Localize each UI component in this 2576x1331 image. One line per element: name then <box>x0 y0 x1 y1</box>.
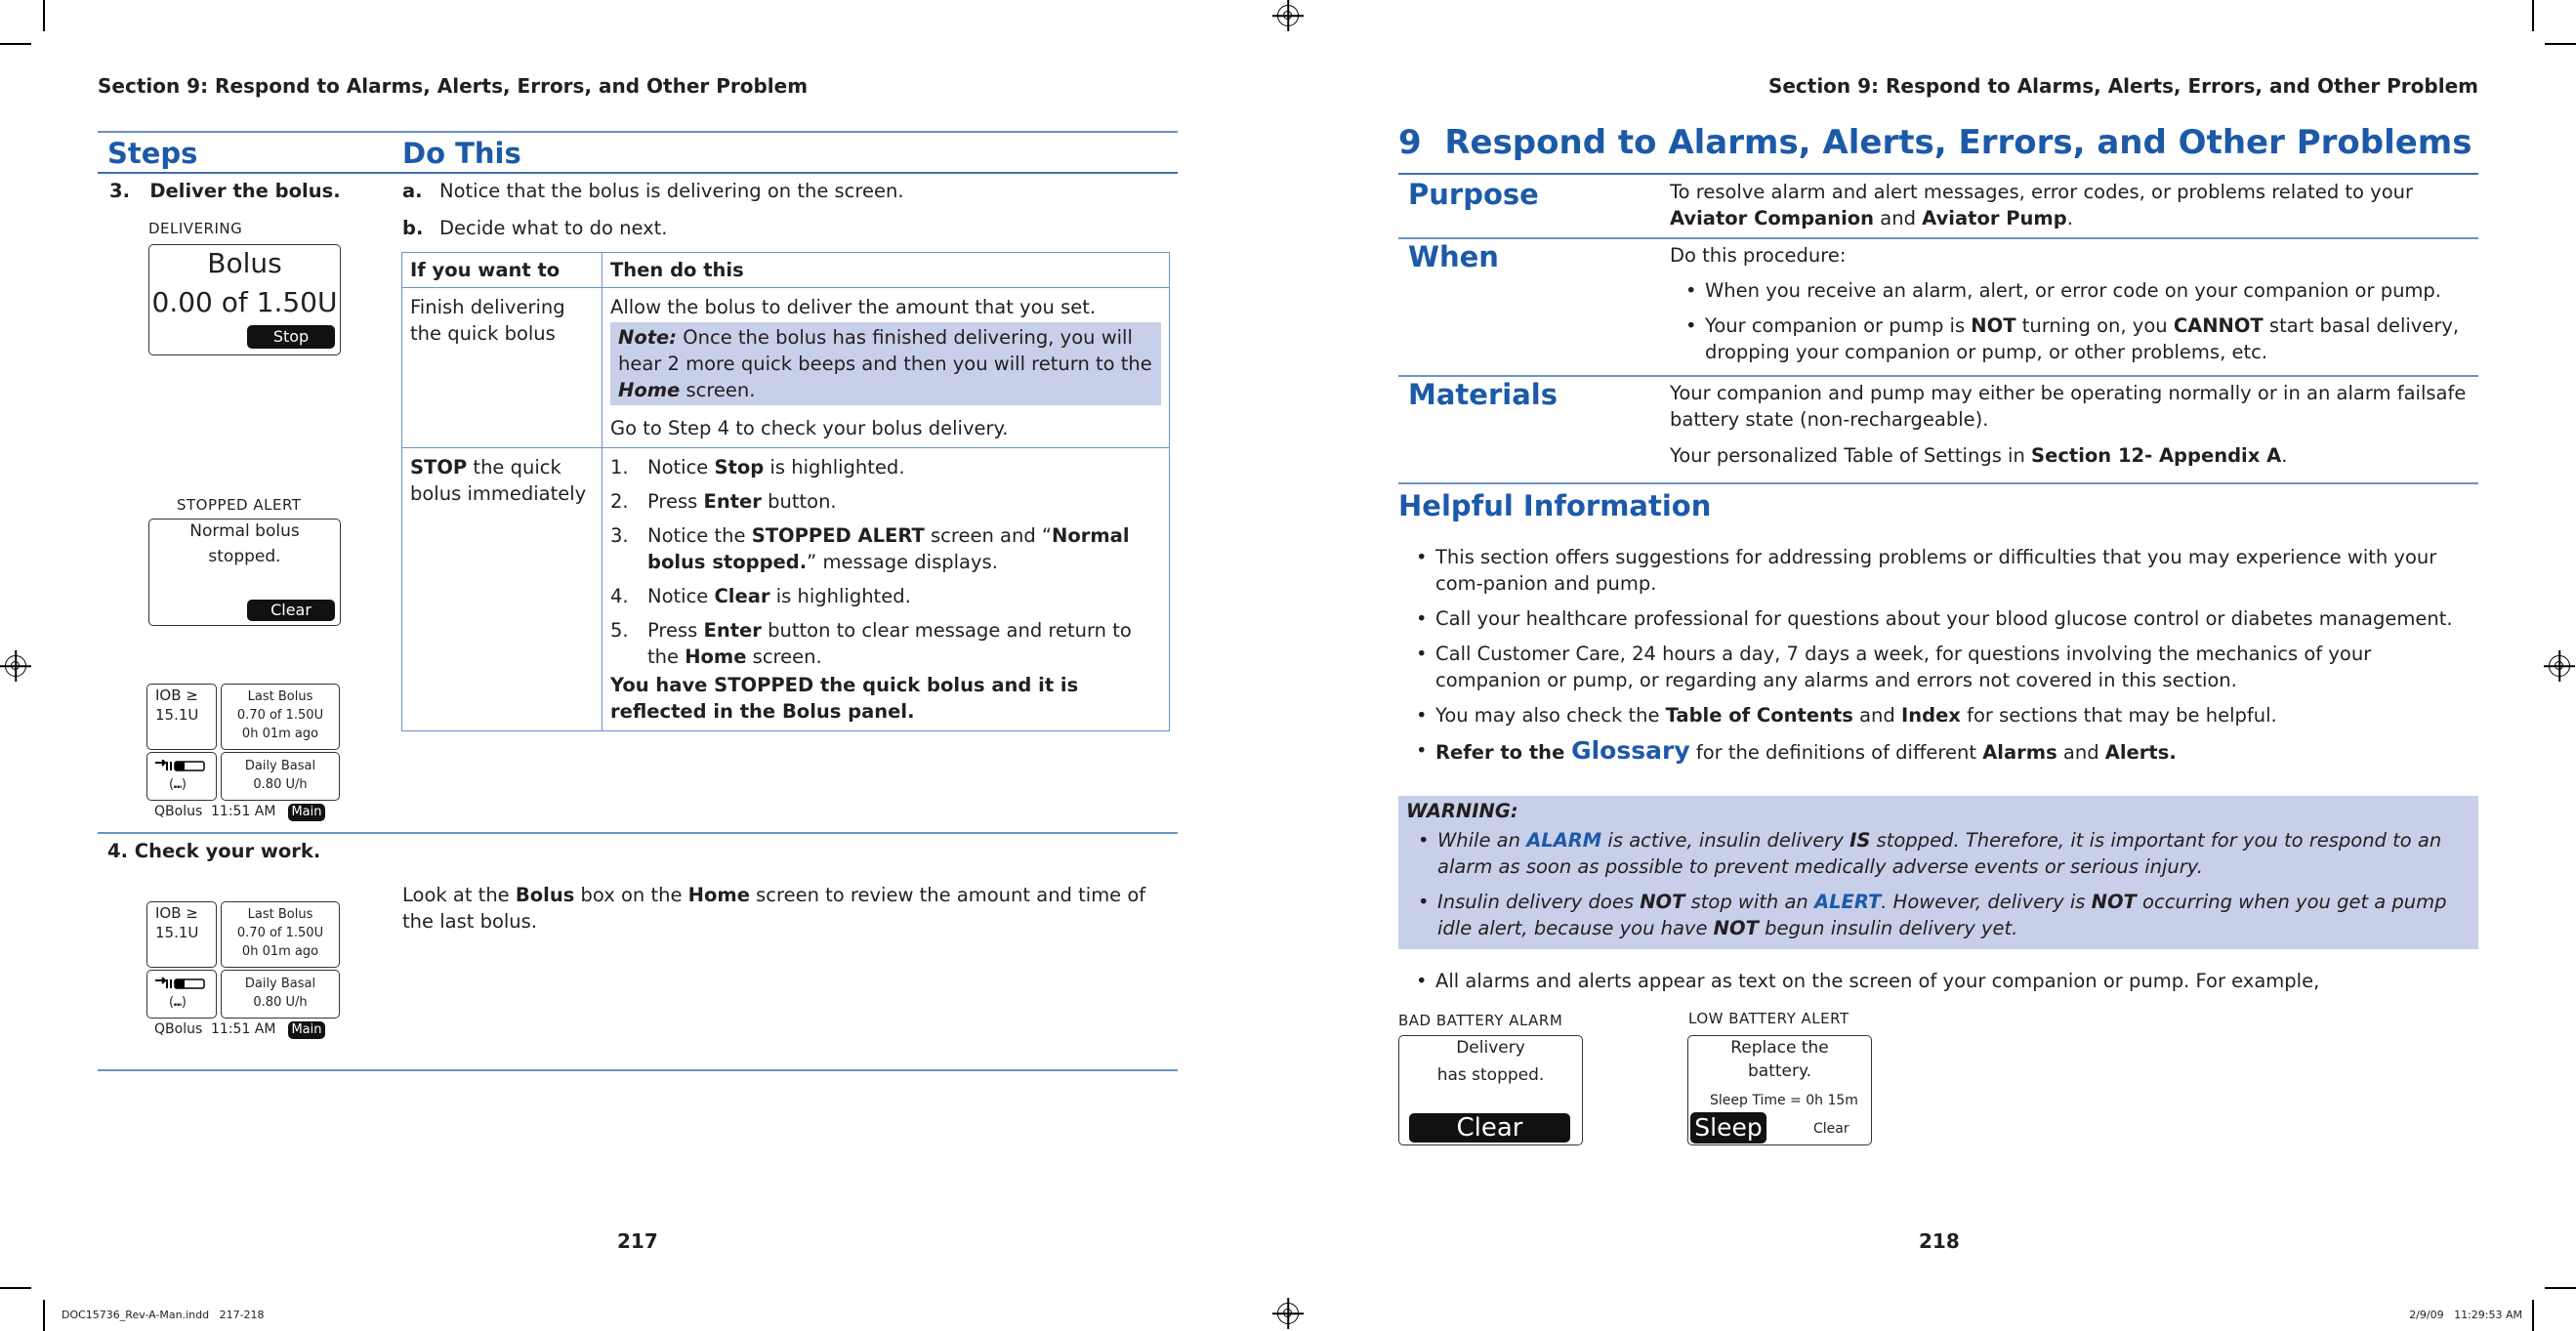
last-bolus-title: Last Bolus <box>247 907 313 922</box>
stopped-line1: Normal bolus <box>189 521 300 541</box>
note-end: screen. <box>680 379 756 401</box>
stopped-alert-label: STOPPED ALERT <box>177 496 302 514</box>
chapter-title: 9 Respond to Alarms, Alerts, Errors, and Other Problems <box>1398 123 2472 162</box>
last-bolus-box <box>221 684 340 750</box>
row2-if-rest: the quick bolus immediately <box>410 456 587 505</box>
warning-box <box>1398 796 2478 949</box>
warning-label: WARNING: <box>1406 800 1518 822</box>
daily-basal-title: Daily Basal <box>244 977 316 991</box>
step4-label: 4. Check your work. <box>107 840 321 862</box>
step3a-text: Notice that the bolus is delivering on the screen. <box>439 180 904 202</box>
last-bolus-amount: 0.70 of 1.50U <box>236 708 324 723</box>
last-bolus-amount: 0.70 of 1.50U <box>236 926 324 940</box>
glossary-link[interactable]: Glossary <box>1571 736 1690 765</box>
stop-button[interactable]: Stop <box>247 325 335 349</box>
iob-label: IOB ≥ <box>155 904 198 922</box>
status-time: 11:51 AM <box>211 804 276 819</box>
list-item: • Your companion or pump is NOT turning on, you CANNOT start basal delivery, dropping your companion or pump, or other problems, etc. <box>1683 312 2475 365</box>
footer-right: 2/9/09 11:29:53 AM <box>2409 1309 2522 1321</box>
running-head-right: Section 9: Respond to Alarms, Alerts, Errors, and Other Problem <box>1767 74 2478 98</box>
status-mode: QBolus <box>154 1021 203 1037</box>
helpful-info-title: Helpful Information <box>1398 489 1712 522</box>
when-rule <box>1398 375 2478 377</box>
last-bolus-time: 0h 01m ago <box>241 944 319 959</box>
step4-text: Look at the Bolus box on the Home screen to review the amount and time of the last bolus. <box>402 884 1146 933</box>
purpose-text: To resolve alarm and alert messages, error codes, or problems related to your Aviator Companion and Aviator Pump. <box>1670 181 2414 229</box>
registration-mark-icon <box>5 655 26 677</box>
home-screen-step4 <box>146 901 342 1040</box>
bad-battery-line1: Delivery <box>1456 1038 1525 1058</box>
sleep-time-text: Sleep Time = 0h 15m <box>1710 1093 1858 1108</box>
examples-list <box>1414 968 2478 994</box>
status-mode: QBolus <box>154 804 203 819</box>
row2-then <box>602 448 1170 731</box>
table-row <box>402 288 1170 448</box>
low-battery-screen <box>1687 1035 1872 1145</box>
iob-value: 15.1U <box>155 924 199 941</box>
registration-mark-icon <box>2549 655 2570 677</box>
list-item: • When you receive an alarm, alert, or error code on your companion or pump. <box>1683 277 2475 304</box>
footer-left: DOC15736_Rev-A-Man.indd 217-218 <box>62 1309 265 1321</box>
antenna-icon: (⑉) <box>169 777 187 792</box>
delivering-screen <box>148 244 341 355</box>
bad-battery-screen <box>1398 1035 1583 1145</box>
when-label: When <box>1408 240 1499 273</box>
title-rule <box>1398 173 2478 175</box>
bad-battery-line2: has stopped. <box>1436 1065 1545 1085</box>
row1-if: Finish delivering the quick bolus <box>402 288 602 448</box>
list-item: 2. Press Enter button. <box>610 490 837 513</box>
list-item: 1. Notice Stop is highlighted. <box>610 456 905 478</box>
step3b-letter: b. <box>402 217 424 239</box>
row1-then-text: Allow the bolus to deliver the amount that you set. <box>610 296 1097 318</box>
table-bottom-rule <box>98 1069 1178 1071</box>
list-item: 3. Notice the STOPPED ALERT screen and “Normal bolus stopped.” message displays. <box>610 524 1130 573</box>
last-bolus-title: Last Bolus <box>247 689 313 704</box>
last-bolus-time: 0h 01m ago <box>241 727 319 741</box>
row2-if-bold: STOP <box>410 456 468 478</box>
low-battery-line2: battery. <box>1747 1061 1812 1081</box>
crop-mark <box>43 0 45 31</box>
crop-mark <box>0 43 31 45</box>
list-item: 4. Notice Clear is highlighted. <box>610 585 911 607</box>
purpose-rule <box>1398 237 2478 239</box>
row1-then <box>602 288 1170 448</box>
stop-steps-list <box>610 454 1161 670</box>
note-home: Home <box>618 379 681 401</box>
row2-result: You have STOPPED the quick bolus and it is reflected in the Bolus panel. <box>610 674 1079 723</box>
col-header-do-this: Do This <box>402 137 521 170</box>
list-item: • Refer to the Glossary for the definitions of different Alarms and Alerts. <box>1414 737 2478 766</box>
registration-mark-icon <box>1277 5 1299 26</box>
when-block <box>1670 242 2475 365</box>
table-header-row <box>402 253 1170 288</box>
note-box <box>610 322 1161 405</box>
iob-label: IOB ≥ <box>155 686 198 704</box>
daily-basal-box <box>221 970 340 1019</box>
crop-mark <box>2532 1300 2534 1331</box>
stopped-line2: stopped. <box>208 547 281 566</box>
when-list <box>1683 277 2475 365</box>
delivering-screen-label: DELIVERING <box>148 220 243 237</box>
note-label: Note: <box>618 326 678 349</box>
header-if: If you want to <box>402 253 602 288</box>
table-top-rule <box>98 131 1178 133</box>
iob-box <box>146 901 217 968</box>
crop-mark <box>2532 0 2534 31</box>
low-battery-label: LOW BATTERY ALERT <box>1688 1010 1849 1027</box>
crop-mark <box>2545 43 2576 45</box>
iob-box <box>146 684 217 750</box>
page-number-right: 218 <box>1919 1229 1960 1253</box>
note-text: Once the bolus has finished delivering, you will hear 2 more quick beeps and then you will return to the <box>618 326 1152 375</box>
step-divider <box>98 832 1178 834</box>
list-item: • Insulin delivery does NOT stop with an ALERT. However, delivery is NOT occurring when you get a pump idle alert, because you have NOT begun insulin delivery yet. <box>1416 889 2461 941</box>
col-header-steps: Steps <box>107 137 198 170</box>
pump-status-box <box>146 752 217 801</box>
materials-label: Materials <box>1408 378 1558 411</box>
bad-battery-label: BAD BATTERY ALARM <box>1398 1012 1563 1029</box>
iob-value: 15.1U <box>155 706 199 724</box>
delivering-line2: 0.00 of 1.50U <box>151 286 338 318</box>
when-intro: Do this procedure: <box>1670 244 1847 267</box>
stopped-alert-screen <box>148 519 341 626</box>
list-item: • This section offers suggestions for addressing problems or difficulties that you may experience with your com-panion and pump. <box>1414 544 2478 597</box>
status-time: 11:51 AM <box>211 1021 276 1037</box>
battery-icon <box>153 977 208 988</box>
running-head-left: Section 9: Respond to Alarms, Alerts, Errors, and Other Problem <box>98 74 809 98</box>
list-item: • All alarms and alerts appear as text on the screen of your companion or pump. For example, <box>1414 968 2478 994</box>
home-screen-step3 <box>146 684 342 822</box>
main-button[interactable]: Main <box>288 1021 325 1039</box>
materials-rule <box>1398 482 2478 484</box>
daily-basal-value: 0.80 U/h <box>253 995 308 1010</box>
crop-mark <box>43 1300 45 1331</box>
materials-p1: Your companion and pump may either be operating normally or in an alarm failsafe battery state (non-rechargeable). <box>1670 382 2467 431</box>
helpful-list <box>1414 544 2478 766</box>
list-item: • Call your healthcare professional for questions about your blood glucose control or diabetes management. <box>1414 605 2478 632</box>
crop-mark <box>2545 1287 2576 1289</box>
clear-button[interactable]: Clear <box>1409 1113 1570 1143</box>
warning-list <box>1416 827 2461 941</box>
battery-icon <box>153 759 208 770</box>
crop-mark <box>0 1287 31 1289</box>
daily-basal-box <box>221 752 340 801</box>
page-number-left: 217 <box>617 1229 658 1253</box>
delivering-line1: Bolus <box>207 247 282 279</box>
step3a-letter: a. <box>402 180 423 202</box>
row2-if <box>402 448 602 731</box>
list-item: • While an ALARM is active, insulin delivery IS stopped. Therefore, it is important for you to respond to an alarm as soon as possible to prevent medically adverse events or serious injury. <box>1416 827 2461 880</box>
header-then: Then do this <box>602 253 1170 288</box>
sleep-button[interactable]: Sleep <box>1690 1112 1766 1144</box>
materials-p2: Your personalized Table of Settings in Section 12- Appendix A. <box>1670 444 2288 467</box>
daily-basal-title: Daily Basal <box>244 759 316 773</box>
clear-option[interactable]: Clear <box>1813 1121 1849 1137</box>
pump-status-box <box>146 970 217 1019</box>
step3-label: 3. Deliver the bolus. <box>109 180 341 202</box>
list-item: 5. Press Enter button to clear message and return to the Home screen. <box>610 619 1132 668</box>
row1-goto: Go to Step 4 to check your bolus delivery. <box>610 417 1009 439</box>
decision-table <box>401 252 1170 731</box>
step3b-text: Decide what to do next. <box>439 217 668 239</box>
daily-basal-value: 0.80 U/h <box>253 777 308 792</box>
last-bolus-box <box>221 901 340 968</box>
clear-button[interactable]: Clear <box>247 600 335 621</box>
list-item: • Call Customer Care, 24 hours a day, 7 days a week, for questions involving the mechanics of your companion or pump, or regarding any alarms and errors not covered in this section. <box>1414 641 2478 693</box>
registration-mark-icon <box>1277 1303 1299 1324</box>
antenna-icon: (⑉) <box>169 995 187 1010</box>
materials-block <box>1670 380 2475 469</box>
list-item: • You may also check the Table of Contents and Index for sections that may be helpful. <box>1414 702 2478 728</box>
main-button[interactable]: Main <box>288 804 325 821</box>
purpose-label: Purpose <box>1408 178 1539 211</box>
header-rule <box>98 172 1178 174</box>
low-battery-line1: Replace the <box>1730 1038 1829 1058</box>
table-row <box>402 448 1170 731</box>
